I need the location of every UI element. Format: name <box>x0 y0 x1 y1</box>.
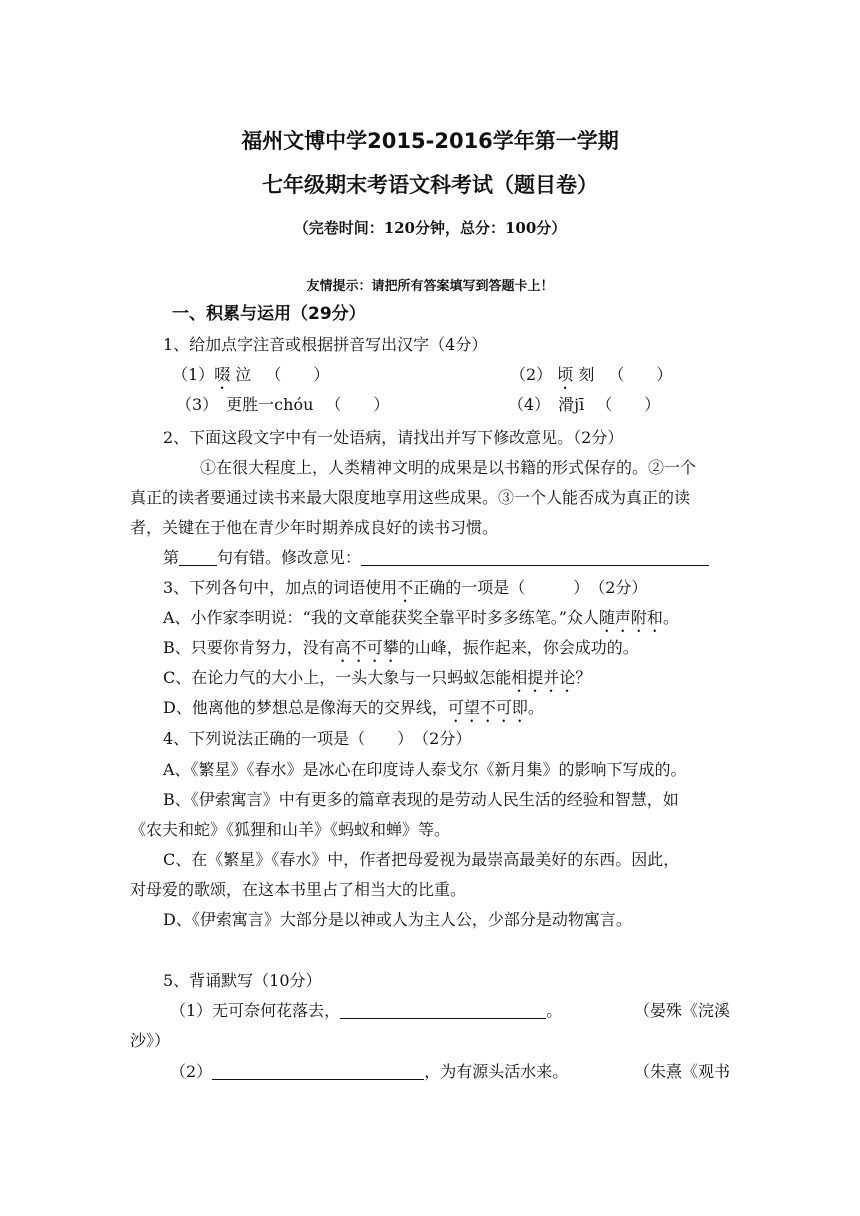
answer-tip: 友情提示：请把所有答案填写到答题卡上！ <box>306 279 554 294</box>
q3-option-c: C、在论力气的大小上，一头大象与一只蚂蚁怎能相提并论？ <box>163 668 592 687</box>
q2-passage-line-2: 真正的读者要通过读书来最大限度地享用这些成果。③一个人能否成为真正的读 <box>130 488 691 507</box>
q5-item-1: （1）无可奈何花落去， 。 <box>170 1001 563 1020</box>
recitation-blank <box>212 1063 424 1080</box>
q4-option-c: C、在《繁星》《春水》中，作者把母爱视为最崇高最美好的东西。因此， <box>163 850 680 869</box>
q2-stem: 2、下面这段文字中有一处语病，请找出并写下修改意见。（2分） <box>163 428 624 447</box>
q1-item-3: （3） 更胜一chóu （ ） <box>176 395 390 414</box>
q1-item-4: （4） 滑jī （ ） <box>508 395 661 414</box>
recitation-blank <box>340 1002 546 1019</box>
dotted-char: 顷 <box>557 365 574 384</box>
q3-option-d: D、他离他的梦想总是像海天的交界线，可望不可即。 <box>163 698 544 717</box>
exam-title: 福州文博中学2015-2016学年第一学期 <box>241 129 619 153</box>
q2-passage-line-1: ①在很大程度上，人类精神文明的成果是以书籍的形式保存的。②一个 <box>200 458 697 477</box>
q5-item-2-source: （朱熹《观书 <box>634 1062 731 1081</box>
q4-option-c-cont: 对母爱的歌颂，在这本书里占了相当大的比重。 <box>130 880 467 899</box>
q3-stem: 3、下列各句中，加点的词语使用不正确的一项是（ ） （2分） <box>163 578 648 597</box>
q1-item-1: （1）啜 泣 （ ） <box>172 365 330 384</box>
exam-subtitle: 七年级期末考语文科考试（题目卷） <box>262 173 598 197</box>
q1-item-2: （2） 顷 刻 （ ） <box>510 365 673 384</box>
q5-item-1-source-cont: 沙》） <box>130 1031 171 1050</box>
q5-stem: 5、背诵默写（10分） <box>163 971 322 990</box>
q4-option-b: B、《伊索寓言》中有更多的篇章表现的是劳动人民生活的经验和智慧，如 <box>163 790 679 809</box>
q2-passage-line-3: 者，关键在于他在青少年时期养成良好的读书习惯。 <box>130 518 499 537</box>
q4-option-a: A、《繁星》《春水》是冰心在印度诗人泰戈尔《新月集》的影响下写成的。 <box>163 760 687 779</box>
q4-option-d: D、《伊索寓言》大部分是以神或人为主人公，少部分是动物寓言。 <box>163 910 632 929</box>
answer-blank <box>179 549 217 566</box>
exam-info: （完卷时间：120分钟，总分：100分） <box>293 219 567 237</box>
q2-answer-line: 第 句有错。修改意见： <box>163 547 709 569</box>
section-heading: 一、积累与运用（29分） <box>172 304 366 324</box>
q5-item-1-source: （晏殊《浣溪 <box>634 1001 731 1020</box>
q3-option-a: A、小作家李明说：“我的文章能获奖全靠平时多多练笔。”众人随声附和。 <box>163 608 679 627</box>
q1-stem: 1、给加点字注音或根据拼音写出汉字（4分） <box>163 335 488 354</box>
dotted-char: 啜 <box>214 365 231 384</box>
answer-blank <box>361 549 709 566</box>
q3-option-b: B、只要你肯努力，没有高不可攀的山峰，振作起来，你会成功的。 <box>163 638 639 657</box>
q4-stem: 4、下列说法正确的一项是（ ） （2分） <box>163 729 472 748</box>
q5-item-2: （2） ，为有源头活水来。 <box>170 1062 569 1081</box>
q4-option-b-cont: 《农夫和蛇》《狐狸和山羊》《蚂蚁和蝉》等。 <box>130 820 451 839</box>
